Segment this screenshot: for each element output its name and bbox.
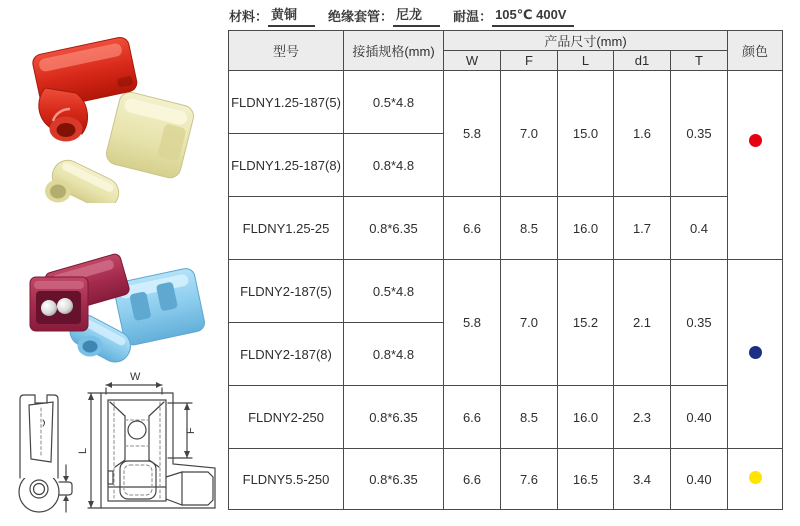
dim-l-cell: 15.0	[558, 71, 614, 197]
dim-t-cell: 0.35	[671, 260, 728, 386]
dim-d1-cell: 2.3	[614, 386, 671, 449]
color-cell	[728, 449, 783, 510]
temp-label: 耐温：	[453, 9, 493, 24]
header-dim-t: T	[671, 51, 728, 71]
header-model: 型号	[229, 31, 344, 71]
header-spec: 接插规格(mm)	[344, 31, 444, 71]
product-photo-red-yellow	[12, 28, 225, 203]
dim-label-l: L	[77, 447, 89, 454]
dim-w-cell: 6.6	[444, 197, 501, 260]
sleeve-label: 绝缘套管：	[328, 9, 394, 24]
model-cell: FLDNY2-187(8)	[229, 323, 344, 386]
spec-cell: 0.8*6.35	[344, 449, 444, 510]
model-cell: FLDNY5.5-250	[229, 449, 344, 510]
temp-value: 105℃ 400V	[492, 7, 574, 27]
dim-l-cell: 15.2	[558, 260, 614, 386]
dim-label-f: F	[185, 427, 197, 434]
dim-t-cell: 0.40	[671, 449, 728, 510]
model-cell: FLDNY1.25-187(8)	[229, 134, 344, 197]
spec-cell: 0.8*6.35	[344, 386, 444, 449]
spec-cell: 0.8*4.8	[344, 134, 444, 197]
dim-w-cell: 6.6	[444, 449, 501, 510]
table-row	[229, 260, 783, 323]
color-dot-red	[749, 134, 762, 147]
header-dim-d1: d1	[614, 51, 671, 71]
dim-f-cell: 7.0	[501, 260, 558, 386]
header-dim-f: F	[501, 51, 558, 71]
spec-cell: 0.5*4.8	[344, 260, 444, 323]
dim-f-cell: 8.5	[501, 197, 558, 260]
model-cell: FLDNY1.25-25	[229, 197, 344, 260]
dim-f-cell: 7.6	[501, 449, 558, 510]
dim-w-cell: 6.6	[444, 386, 501, 449]
header-color: 颜色	[728, 31, 783, 71]
spec-info-bar	[229, 7, 587, 27]
header-dims-group: 产品尺寸(mm)	[444, 31, 728, 51]
red-yellow-connectors-image	[12, 28, 225, 203]
material-value: 黄铜	[268, 4, 315, 27]
material-label: 材料：	[229, 9, 269, 24]
table-row	[229, 449, 783, 510]
dim-label-w: W	[130, 371, 141, 383]
model-cell: FLDNY2-250	[229, 386, 344, 449]
table-row	[229, 71, 783, 134]
dim-l-cell: 16.0	[558, 386, 614, 449]
table-row	[229, 197, 783, 260]
color-dot-navy	[749, 346, 762, 359]
dim-t-cell: 0.40	[671, 386, 728, 449]
dim-d1-cell: 2.1	[614, 260, 671, 386]
dim-l-cell: 16.5	[558, 449, 614, 510]
dim-f-cell: 8.5	[501, 386, 558, 449]
product-spec-table	[228, 30, 783, 510]
dim-w-cell: 5.8	[444, 260, 501, 386]
technical-drawing	[10, 368, 230, 523]
drawing-side-view	[19, 395, 72, 512]
dim-d1-cell: 1.6	[614, 71, 671, 197]
header-dim-l: L	[558, 51, 614, 71]
header-dim-w: W	[444, 51, 501, 71]
color-cell	[728, 71, 783, 260]
model-cell: FLDNY1.25-187(5)	[229, 71, 344, 134]
dim-d1-cell: 3.4	[614, 449, 671, 510]
spec-cell: 0.5*4.8	[344, 71, 444, 134]
model-cell: FLDNY2-187(5)	[229, 260, 344, 323]
crimson-flag-terminal	[30, 253, 131, 331]
spec-cell: 0.8*6.35	[344, 197, 444, 260]
dim-l-cell: 16.0	[558, 197, 614, 260]
dim-w-cell: 5.8	[444, 71, 501, 197]
drawing-front-view	[88, 382, 215, 508]
crimson-blue-connectors-image	[8, 243, 233, 378]
color-dot-yellow	[749, 471, 762, 484]
dim-t-cell: 0.35	[671, 71, 728, 197]
dimension-drawing-image	[10, 368, 230, 523]
table-row	[229, 386, 783, 449]
dim-f-cell: 7.0	[501, 71, 558, 197]
spec-cell: 0.8*4.8	[344, 323, 444, 386]
sleeve-value: 尼龙	[393, 4, 440, 27]
color-cell	[728, 260, 783, 449]
dim-d1-cell: 1.7	[614, 197, 671, 260]
product-photo-crimson-blue	[8, 243, 233, 378]
dim-t-cell: 0.4	[671, 197, 728, 260]
